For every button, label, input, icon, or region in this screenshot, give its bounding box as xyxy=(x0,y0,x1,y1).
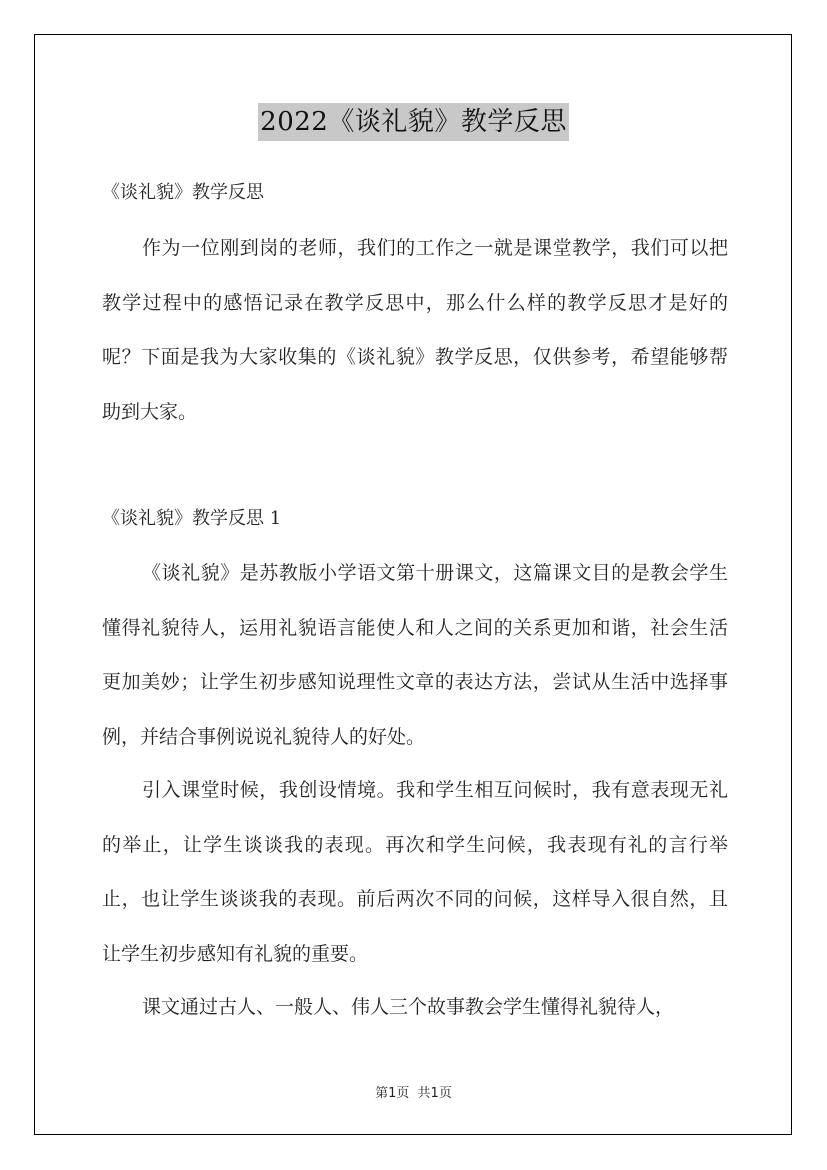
body-paragraph-3: 课文通过古人、一般人、伟人三个故事教会学生懂得礼貌待人， xyxy=(142,996,675,1018)
page-footer: 第1页 共1页 xyxy=(375,1086,452,1101)
section-heading: 《谈礼貌》教学反思 xyxy=(102,182,264,203)
body-paragraph-2: 引入课堂时候，我创设情境。我和学生相互问候时，我有意表现无礼的举止，让学生谈谈我的表现。再次和学生问候，我表现有礼的言行举止，也让学生谈谈我的表现。前后两次不同的问候，这样导入很自然，且让学生初步感知有礼貌的重要。 xyxy=(102,779,728,965)
sub-heading: 《谈礼貌》教学反思 1 xyxy=(102,508,282,529)
document-title: 2022《谈礼貌》教学反思 xyxy=(258,103,569,141)
intro-paragraph: 作为一位刚到岗的老师，我们的工作之一就是课堂教学，我们可以把教学过程中的感悟记录在教学反思中，那么什么样的教学反思才是好的呢？下面是我为大家收集的《谈礼貌》教学反思，仅供参考，希望能够帮助到大家。 xyxy=(102,237,728,423)
body-paragraph-1: 《谈礼貌》是苏教版小学语文第十册课文，这篇课文目的是教会学生懂得礼貌待人，运用礼貌语言能使人和人之间的关系更加和谐，社会生活更加美妙；让学生初步感知说理性文章的表达方法，尝试从生活中选择事例，并结合事例说说礼貌待人的好处。 xyxy=(102,562,728,748)
title-container xyxy=(0,103,827,141)
